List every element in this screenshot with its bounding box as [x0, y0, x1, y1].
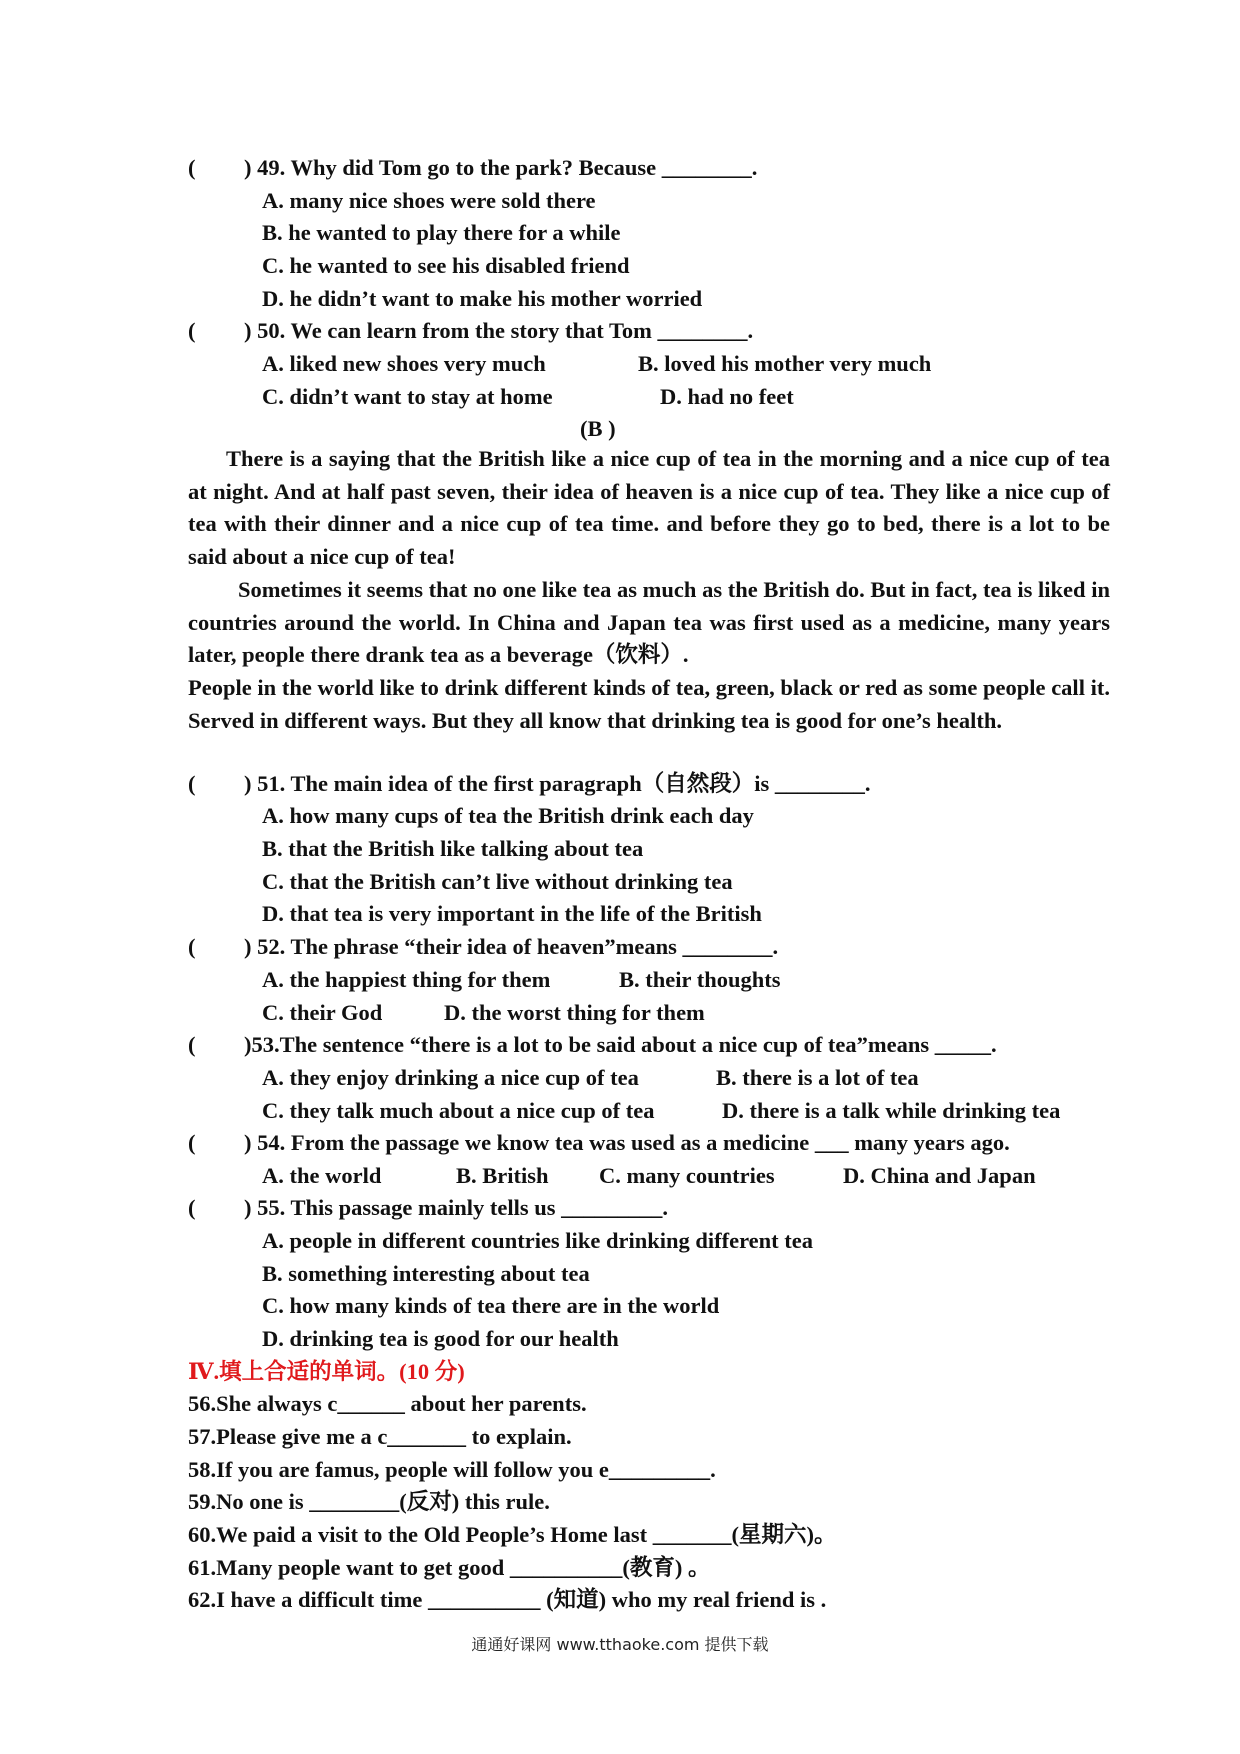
- q53-option-d: D. there is a talk while drinking tea: [722, 1098, 1061, 1123]
- fill-item-60: 60.We paid a visit to the Old People’s Home last _______(星期六)。: [188, 1522, 837, 1547]
- passage-paragraph-3: People in the world like to drink different kinds of tea, green, black or red as some people call it. Served in different ways. But they all know that drinking tea is good for one’s health.: [188, 675, 1110, 733]
- fill-item-61: 61.Many people want to get good __________(教育) 。: [188, 1555, 711, 1580]
- q51-option-c: C. that the British can’t live without drinking tea: [262, 869, 733, 894]
- q49-option-b: B. he wanted to play there for a while: [262, 220, 621, 245]
- answer-paren: (: [188, 1032, 196, 1057]
- answer-paren: (: [188, 318, 196, 343]
- answer-paren: (: [188, 155, 196, 180]
- q55-option-a: A. people in different countries like drinking different tea: [262, 1228, 814, 1253]
- q49-option-c: C. he wanted to see his disabled friend: [262, 253, 630, 278]
- fill-item-56: 56.She always c______ about her parents.: [188, 1391, 587, 1416]
- q50-option-d: D. had no feet: [660, 384, 794, 409]
- q49-option-a: A. many nice shoes were sold there: [262, 188, 596, 213]
- q55-option-d: D. drinking tea is good for our health: [262, 1326, 619, 1351]
- fill-item-57: 57.Please give me a c_______ to explain.: [188, 1424, 572, 1449]
- answer-paren: (: [188, 1195, 196, 1220]
- question-55-stem: ) 55. This passage mainly tells us _________.: [244, 1195, 669, 1220]
- question-54-stem: ) 54. From the passage we know tea was used as a medicine ___ many years ago.: [244, 1130, 1010, 1155]
- question-52-stem: ) 52. The phrase “their idea of heaven”means ________.: [244, 934, 779, 959]
- q54-option-c: C. many countries: [599, 1163, 775, 1188]
- q50-option-b: B. loved his mother very much: [638, 351, 932, 376]
- answer-paren: (: [188, 1130, 196, 1155]
- question-50-stem: ) 50. We can learn from the story that Tom ________.: [244, 318, 754, 343]
- q52-option-a: A. the happiest thing for them: [262, 967, 551, 992]
- q50-option-a: A. liked new shoes very much: [262, 351, 546, 376]
- section-iv-heading: Ⅳ.填上合适的单词。(10 分): [188, 1359, 465, 1384]
- answer-paren: (: [188, 771, 196, 796]
- q51-option-b: B. that the British like talking about tea: [262, 836, 644, 861]
- q49-option-d: D. he didn’t want to make his mother worried: [262, 286, 703, 311]
- fill-item-62: 62.I have a difficult time __________ (知道) who my real friend is .: [188, 1587, 827, 1612]
- answer-paren: (: [188, 934, 196, 959]
- q52-option-d: D. the worst thing for them: [444, 1000, 705, 1025]
- q50-option-c: C. didn’t want to stay at home: [262, 384, 553, 409]
- section-b-heading: (B ): [580, 416, 616, 441]
- q52-option-b: B. their thoughts: [619, 967, 781, 992]
- q53-option-a: A. they enjoy drinking a nice cup of tea: [262, 1065, 639, 1090]
- q51-option-a: A. how many cups of tea the British drink each day: [262, 803, 754, 828]
- fill-item-58: 58.If you are famus, people will follow you e_________.: [188, 1457, 716, 1482]
- question-53-stem: )53.The sentence “there is a lot to be said about a nice cup of tea”means _____.: [244, 1032, 997, 1057]
- q53-option-c: C. they talk much about a nice cup of tea: [262, 1098, 655, 1123]
- q54-option-a: A. the world: [262, 1163, 382, 1188]
- page-footer: 通通好课网 www.tthaoke.com 提供下载: [471, 1635, 769, 1654]
- q54-option-b: B. British: [456, 1163, 549, 1188]
- question-51-stem: ) 51. The main idea of the first paragraph（自然段）is ________.: [244, 771, 871, 796]
- q54-option-d: D. China and Japan: [843, 1163, 1036, 1188]
- fill-item-59: 59.No one is ________(反对) this rule.: [188, 1489, 550, 1514]
- passage-paragraph-2: Sometimes it seems that no one like tea as much as the British do. But in fact, tea is liked in countries around the world. In China and Japan tea was first used as a medicine, many years later, people there drank tea as a beverage（饮料）.: [188, 577, 1110, 668]
- q53-option-b: B. there is a lot of tea: [716, 1065, 919, 1090]
- q51-option-d: D. that tea is very important in the life of the British: [262, 901, 762, 926]
- question-49-stem: ) 49. Why did Tom go to the park? Because ________.: [244, 155, 758, 180]
- q55-option-c: C. how many kinds of tea there are in the world: [262, 1293, 720, 1318]
- passage-paragraph-1: There is a saying that the British like a nice cup of tea in the morning and a nice cup of tea at night. And at half past seven, their idea of heaven is a nice cup of tea. They like a nice cup of tea with their dinner and a nice cup of tea time. and before they go to bed, there is a lot to be said about a nice cup of tea!: [188, 446, 1110, 569]
- q55-option-b: B. something interesting about tea: [262, 1261, 590, 1286]
- q52-option-c: C. their God: [262, 1000, 383, 1025]
